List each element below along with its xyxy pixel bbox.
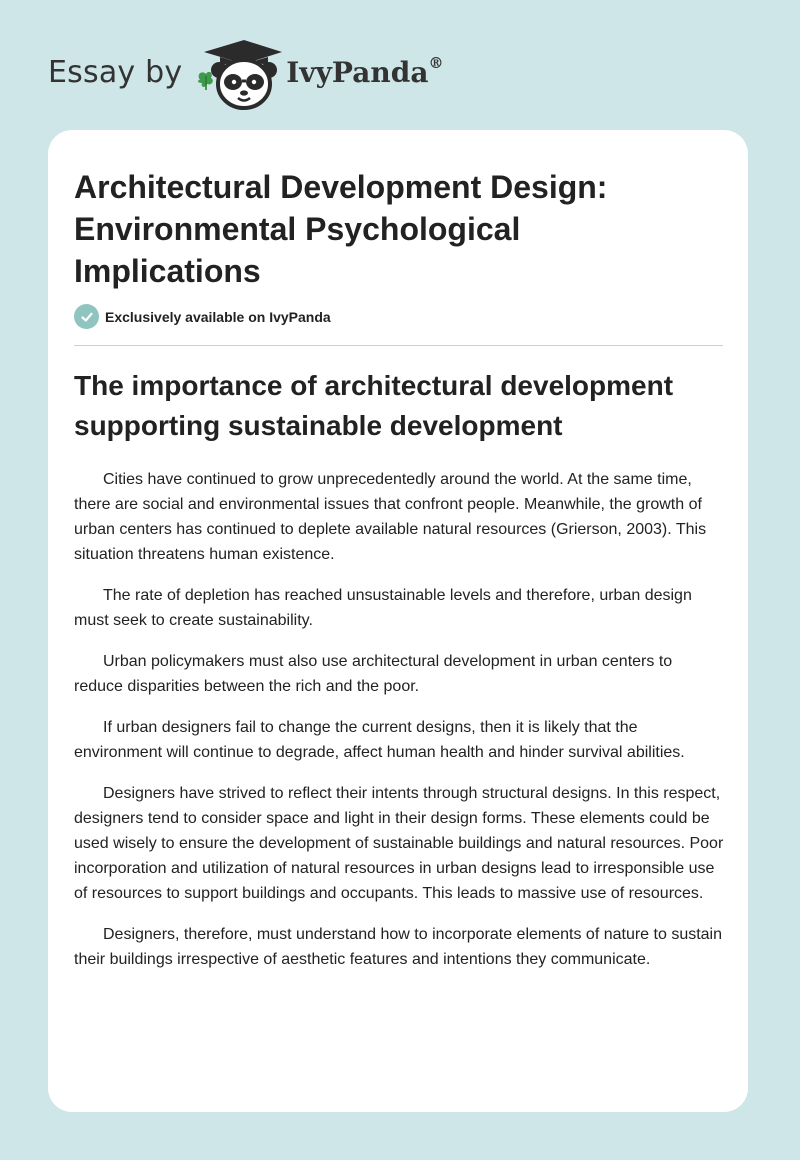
divider [74, 345, 723, 346]
paragraph: If urban designers fail to change the current designs, then it is likely that the environment will continue to degrade, affect human health and hinder survival abilities. [74, 719, 685, 761]
brand-name[interactable]: IvyPanda® [286, 54, 444, 89]
paragraph: Designers have strived to reflect their intents through structural designs. In this respect, designers tend to consider space and light in their design forms. These elements could be used wisely to ensure the development of sustainable buildings and natural resources. Poor incorporation and utilization of natural resources in urban designs lead to irresponsible use of resources to support buildings and occupants. This leads to massive use of resources. [74, 785, 724, 902]
page-title: Architectural Development Design: Environmental Psychological Implications [74, 169, 608, 289]
essay-by-label: Essay by [48, 54, 183, 90]
essay-body [74, 467, 724, 988]
registered-mark: ® [428, 54, 444, 73]
exclusive-badge [74, 304, 331, 329]
exclusive-badge-label: Exclusively available on IvyPanda [105, 308, 331, 325]
paragraph: The rate of depletion has reached unsustainable levels and therefore, urban design must seek to create sustainability. [74, 587, 692, 629]
essay-card [48, 130, 748, 1112]
section-heading: The importance of architectural development supporting sustainable development [74, 370, 674, 441]
site-header [48, 34, 443, 114]
check-icon [74, 304, 99, 329]
paragraph: Cities have continued to grow unprecedentedly around the world. At the same time, there are social and environmental issues that confront people. Meanwhile, the growth of urban centers has continued to deplete available natural resources (Grierson, 2003). This situation threatens human existence. [74, 471, 707, 563]
paragraph: Urban policymakers must also use architectural development in urban centers to reduce disparities between the rich and the poor. [74, 653, 673, 695]
panda-logo-icon[interactable] [194, 36, 286, 112]
paragraph: Designers, therefore, must understand how to incorporate elements of nature to sustain their buildings irrespective of aesthetic features and intentions they communicate. [74, 926, 723, 968]
